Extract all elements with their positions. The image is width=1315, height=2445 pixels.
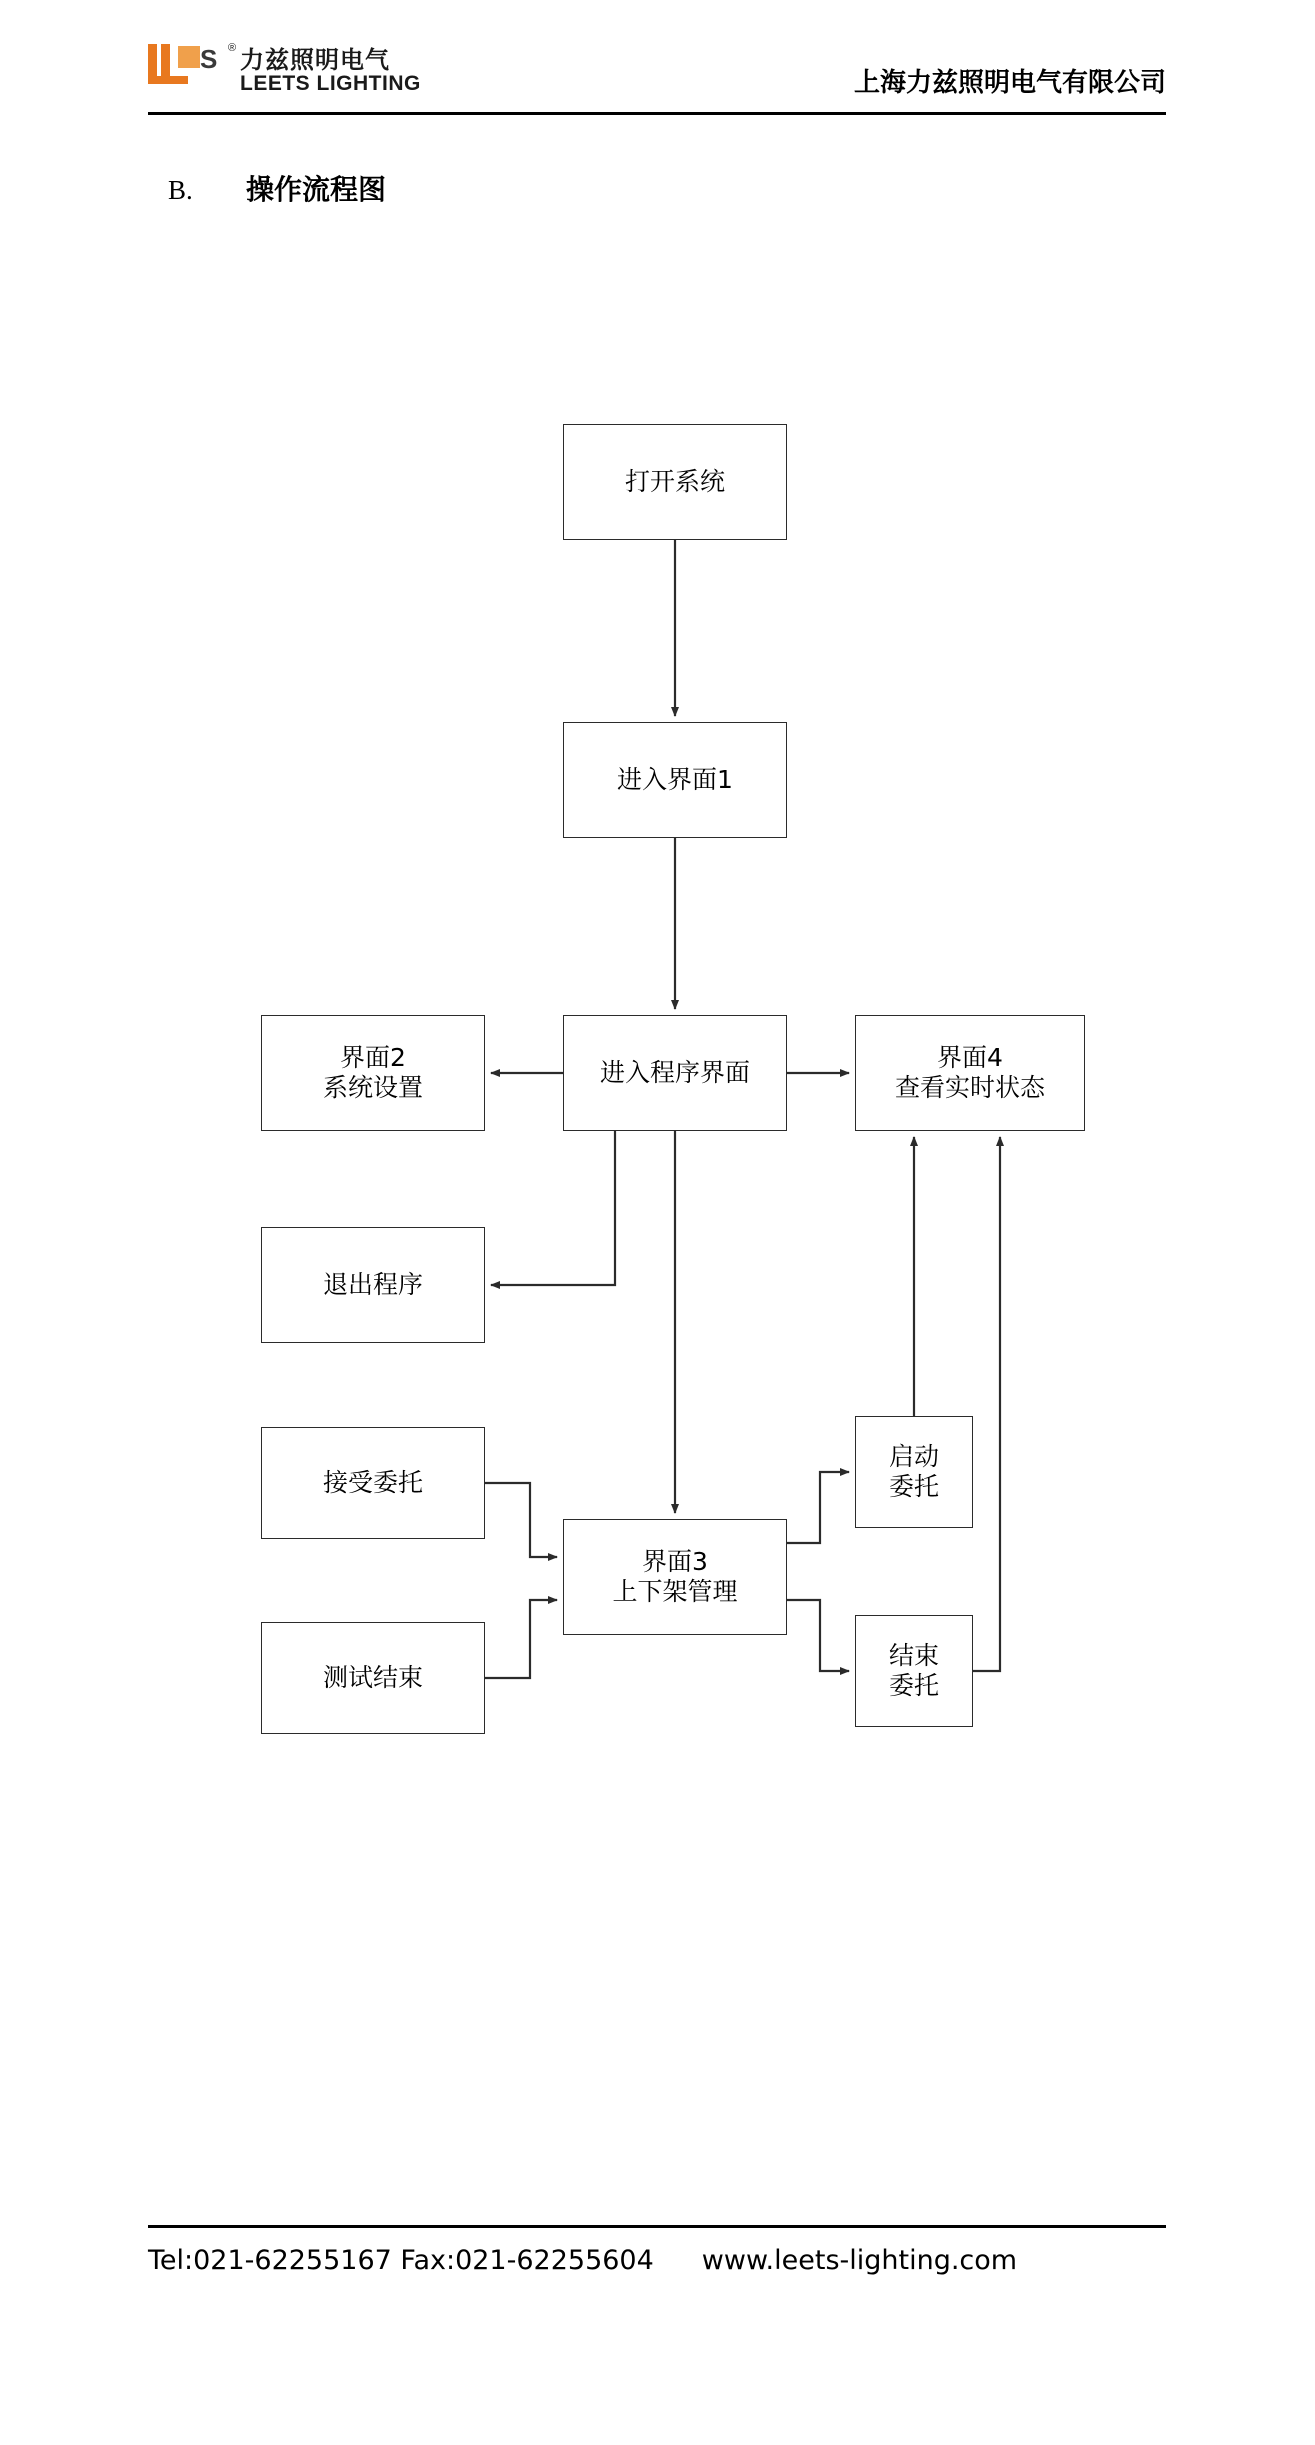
flow-node-label: 结束: [888, 1640, 939, 1670]
section-title-text: 操作流程图: [246, 173, 387, 206]
flow-node-label: 打开系统: [624, 466, 725, 496]
header-company-name: 上海力兹照明电气有限公司: [853, 68, 1166, 98]
flow-node-sublabel: 查看实时状态: [894, 1073, 1045, 1102]
flow-node-main-program[interactable]: [563, 1015, 787, 1131]
logo-letter-s: S: [200, 44, 218, 74]
flow-node-sublabel: 委托: [888, 1472, 939, 1501]
flow-node-label: 启动: [888, 1441, 939, 1471]
flow-node-test-finished[interactable]: [261, 1622, 485, 1734]
flow-node-label: 接受委托: [322, 1467, 423, 1497]
flow-node-interface2-settings[interactable]: [261, 1015, 485, 1131]
flow-node-exit-program[interactable]: [261, 1227, 485, 1343]
flow-node-label: 进入界面1: [617, 764, 733, 794]
flow-node-interface4-status[interactable]: [855, 1015, 1085, 1131]
flow-node-interface3-shelf-management[interactable]: [563, 1519, 787, 1635]
logo-english-name: LEETS LIGHTING: [240, 72, 421, 95]
flow-node-end-mandate[interactable]: [855, 1615, 973, 1727]
flow-node-start[interactable]: [563, 424, 787, 540]
flow-node-label: 界面4: [937, 1042, 1003, 1072]
footer-phone: Tel:021-62255167 Fax:021-62255604: [148, 2245, 654, 2276]
flow-node-start-mandate[interactable]: [855, 1416, 973, 1528]
flow-node-label: 界面3: [642, 1546, 708, 1576]
section-marker: B.: [168, 175, 193, 205]
registered-mark: ®: [228, 42, 237, 54]
flow-node-label: 进入程序界面: [599, 1057, 750, 1087]
flow-node-interface1[interactable]: [563, 722, 787, 838]
flow-node-sublabel: 上下架管理: [612, 1577, 738, 1606]
logo-chinese-name: 力兹照明电气: [240, 47, 390, 74]
flow-node-accept-mandate[interactable]: [261, 1427, 485, 1539]
flow-node-sublabel: 系统设置: [322, 1073, 423, 1102]
footer-website: www.leets-lighting.com: [701, 2245, 1018, 2276]
flow-node-label: 界面2: [340, 1042, 406, 1072]
flow-node-sublabel: 委托: [888, 1671, 939, 1700]
flow-node-label: 退出程序: [322, 1269, 423, 1299]
flow-node-label: 测试结束: [322, 1662, 423, 1692]
